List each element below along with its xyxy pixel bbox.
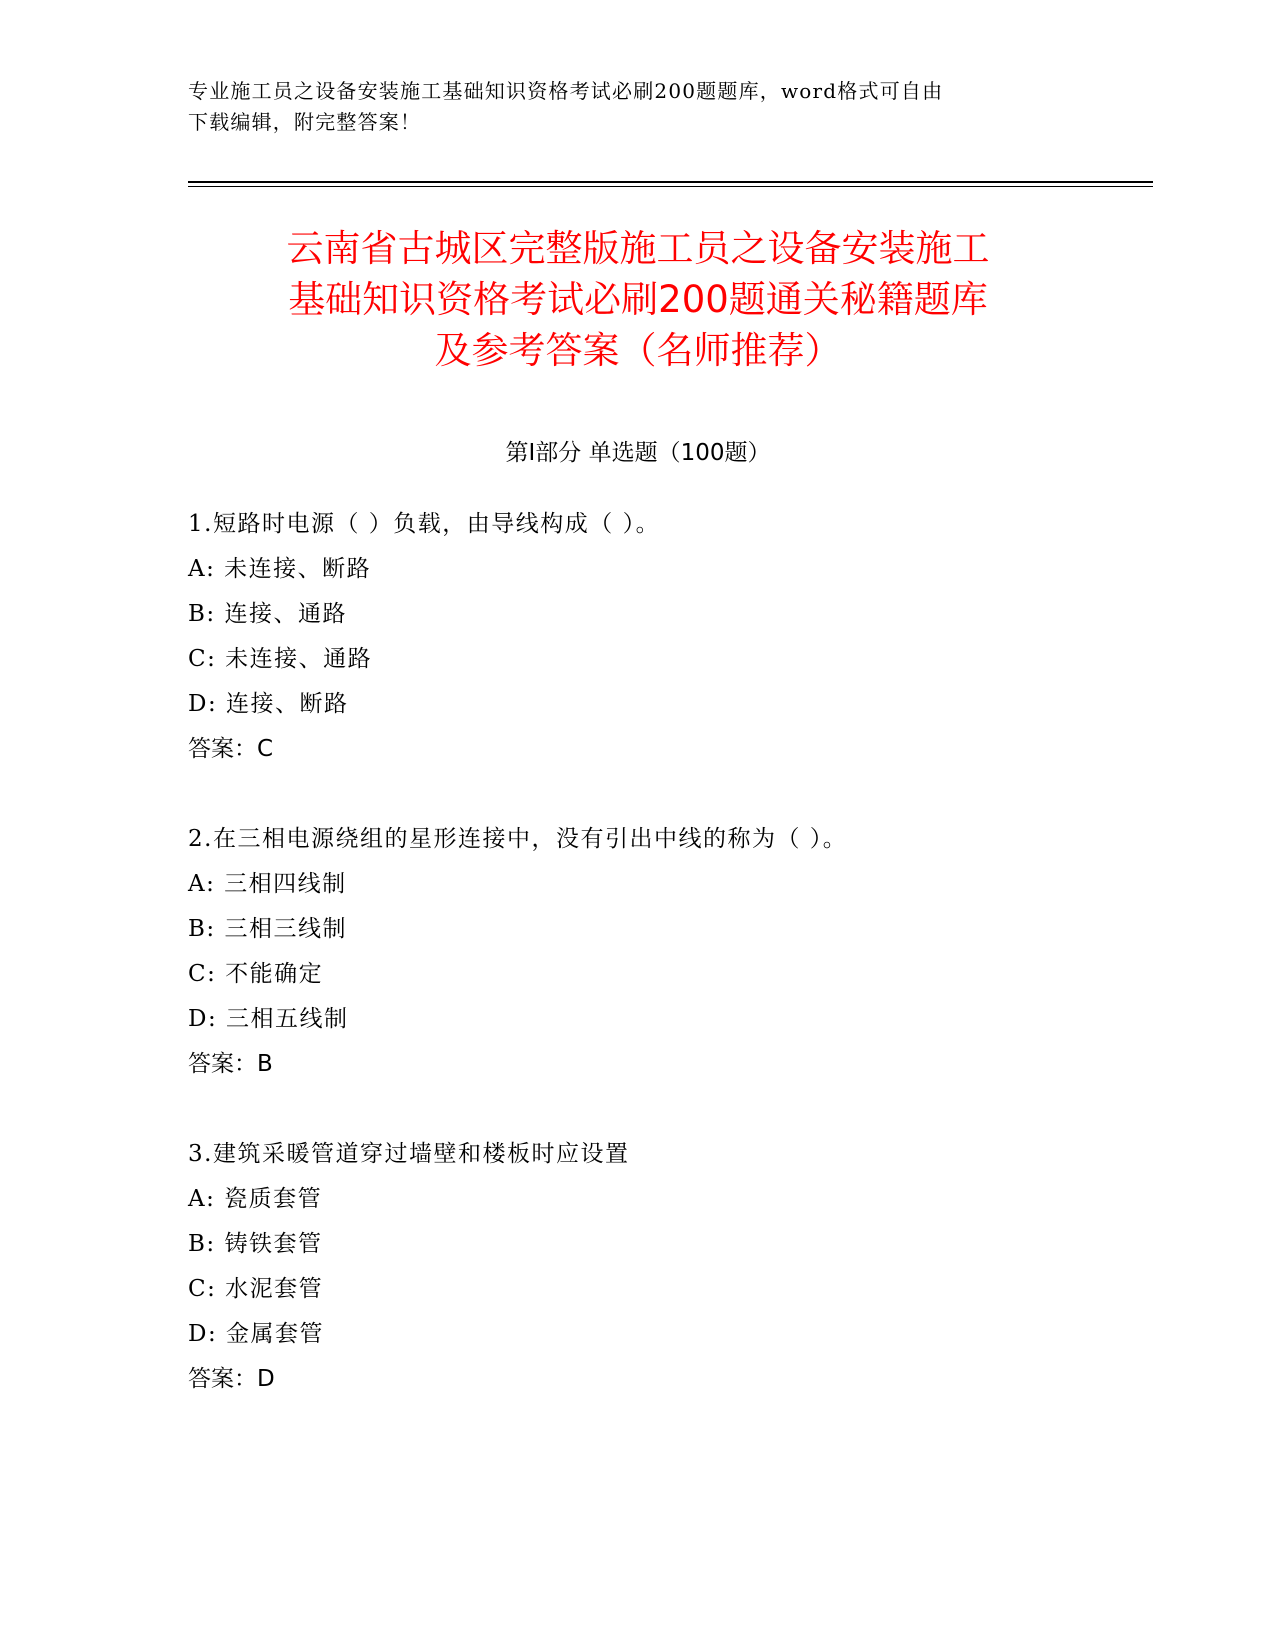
question-text: 3.建筑采暖管道穿过墙壁和楼板时应设置 <box>188 1141 630 1167</box>
document-title-line: 基础知识资格考试必刷200题通关秘籍题库 <box>288 278 988 321</box>
option-a: A: 瓷质套管 <box>188 1186 323 1212</box>
header-divider <box>188 186 1153 187</box>
document-title-line: 及参考答案（名师推荐） <box>434 329 842 372</box>
option-b: B: 三相三线制 <box>188 916 347 942</box>
answer-line: 答案：B <box>188 1051 273 1077</box>
header-divider <box>188 181 1153 183</box>
header-note-line: 专业施工员之设备安装施工基础知识资格考试必刷200题题库，word格式可自由 <box>188 79 944 103</box>
question-text: 2.在三相电源绕组的星形连接中，没有引出中线的称为（ ）。 <box>188 826 848 852</box>
option-a: A: 三相四线制 <box>188 871 347 897</box>
question-block <box>188 502 1088 772</box>
header-note <box>188 76 1088 138</box>
option-d: D: 金属套管 <box>188 1321 325 1347</box>
option-c: C: 不能确定 <box>188 961 324 987</box>
document-title <box>188 223 1088 376</box>
question-block <box>188 1132 1088 1402</box>
option-b: B: 连接、通路 <box>188 601 347 627</box>
option-d: D: 三相五线制 <box>188 1006 349 1032</box>
question-block <box>188 817 1088 1087</box>
header-note-line: 下载编辑，附完整答案！ <box>188 110 422 134</box>
option-a: A: 未连接、断路 <box>188 556 372 582</box>
option-b: B: 铸铁套管 <box>188 1231 323 1257</box>
option-c: C: 水泥套管 <box>188 1276 324 1302</box>
section-heading: 第Ⅰ部分 单选题（100题） <box>505 440 771 466</box>
document-title-line: 云南省古城区完整版施工员之设备安装施工 <box>286 227 990 270</box>
answer-line: 答案：C <box>188 736 274 762</box>
question-text: 1.短路时电源（ ）负载，由导线构成（ ）。 <box>188 511 661 537</box>
option-d: D: 连接、断路 <box>188 691 349 717</box>
answer-line: 答案：D <box>188 1366 275 1392</box>
option-c: C: 未连接、通路 <box>188 646 373 672</box>
